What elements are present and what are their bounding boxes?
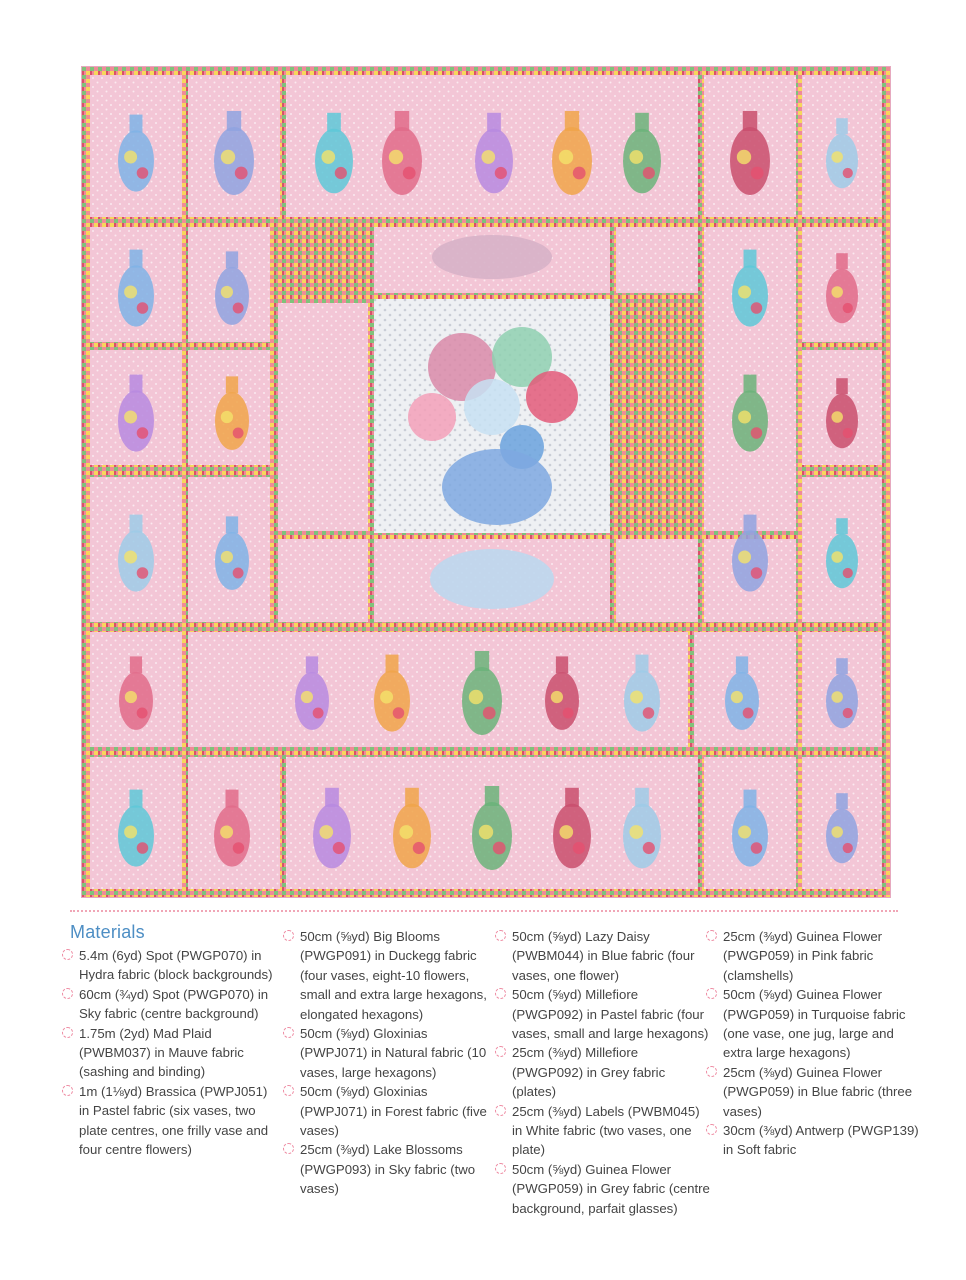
material-item [706,1063,921,1121]
material-text: 1.75m (2yd) Mad Plaid (PWBM037) in Mauve fabric (sashing and binding) [79,1025,244,1080]
vase-neck [327,113,341,132]
flower-motif [137,302,149,314]
vase-shape [732,390,768,451]
vase-neck [636,655,649,673]
flower-motif [630,691,643,704]
vase-neck [565,788,579,807]
vase-shape [545,672,579,730]
plate [430,549,554,609]
flower-motif [831,151,843,163]
flower-motif [831,691,843,703]
material-text: 50cm (⅝yd) Gloxinias (PWPJ071) in Forest fabric (five vases) [300,1084,487,1139]
flower-motif [124,151,137,164]
dashed-circle-bullet-icon [495,988,506,999]
material-text: 30cm (⅜yd) Antwerp (PWGP139) in Soft fabric [723,1123,919,1158]
vase-shape [732,265,768,326]
vase-neck [405,788,419,807]
vase-shape [826,534,858,588]
quilt-photo [82,67,890,897]
materials-column-3 [495,927,710,1218]
flower-motif [469,690,483,704]
quilt-block [188,632,688,747]
flower-motif [221,551,233,563]
flower-motif [389,150,403,164]
vase-neck [226,516,238,533]
dashed-circle-bullet-icon [706,988,717,999]
flower-motif [235,167,248,180]
vase-neck [130,790,143,808]
flower-motif [479,825,493,839]
flower-motif [495,167,507,179]
flower-motif [559,150,573,164]
vase-neck [226,790,239,808]
vase-shape [214,805,250,866]
vase-shape [623,129,661,194]
flower-motif [483,707,496,720]
vase-neck [556,656,568,673]
flower-motif [737,150,751,164]
vase-neck [130,375,143,393]
material-item [283,1024,498,1082]
flower-motif [399,825,413,839]
flower-motif [124,286,137,299]
flower-motif [643,167,655,179]
flower-motif [629,150,643,164]
material-item [706,1121,921,1160]
vase-shape [552,127,592,195]
material-text: 50cm (⅝yd) Lazy Daisy (PWBM044) in Blue fabric (four vases, one flower) [512,929,695,983]
quilt-block [616,539,698,622]
flower-motif [393,707,405,719]
quilt-block [616,227,698,293]
flower-motif [551,691,563,703]
flower-motif [751,427,763,439]
flower-motif [843,303,853,313]
flower-motif [738,826,751,839]
flower-motif [573,842,585,854]
flower-motif [403,167,416,180]
vase-shape [475,129,513,194]
flower-motif [493,842,506,855]
dashed-circle-bullet-icon [62,1085,73,1096]
plate [432,235,552,279]
flower-motif [831,551,843,563]
material-item [706,985,921,1063]
flower-motif [743,708,754,719]
vase-neck [836,118,848,134]
flower-motif [731,691,743,703]
vase-shape [295,672,329,730]
dashed-circle-bullet-icon [283,930,294,941]
flower-motif [333,842,345,854]
dashed-circle-bullet-icon [62,1027,73,1038]
centre-vase [442,449,552,525]
vase-neck [386,655,399,673]
flower-motif [843,568,853,578]
vase-shape [118,265,154,326]
materials-column-4 [706,927,921,1160]
vase-neck [130,656,142,673]
material-text: 50cm (⅝yd) Gloxinias (PWPJ071) in Natural fabric (10 vases, large hexagons) [300,1026,487,1080]
flower-motif [321,150,335,164]
centre-flower [408,393,456,441]
material-text: 50cm (⅝yd) Guinea Flower (PWGP059) in Grey fabric (centre background, parfait glasses) [512,1161,710,1216]
dashed-circle-bullet-icon [706,1066,717,1077]
material-item [495,985,710,1043]
material-text: 50cm (⅝yd) Millefiore (PWGP092) in Pastel fabric (four vases, small and large hexagons) [512,987,709,1042]
quilt-block [278,303,368,531]
vase-neck [475,651,489,671]
vase-shape [374,670,410,731]
vase-neck [736,656,748,673]
material-item [283,1140,498,1198]
vase-neck [325,788,339,807]
flower-motif [481,150,495,164]
material-text: 60cm (¾yd) Spot (PWGP070) in Sky fabric (centre background) [79,986,269,1022]
material-item [62,946,277,985]
flower-motif [124,411,137,424]
material-text: 25cm (⅜yd) Guinea Flower (PWGP059) in Pink fabric (clamshells) [723,929,883,983]
flower-motif [751,167,764,180]
dashed-circle-bullet-icon [62,988,73,999]
vase-neck [130,250,143,268]
vase-neck [744,375,757,393]
dashed-circle-bullet-icon [283,1085,294,1096]
vase-shape [215,267,249,325]
flower-motif [643,842,655,854]
materials-column-2 [283,927,498,1199]
vase-neck [487,113,501,132]
vase-neck [635,788,649,807]
vase-shape [826,809,858,863]
flower-motif [559,825,573,839]
vase-neck [744,515,757,533]
vase-shape [118,805,154,866]
flower-motif [563,708,574,719]
material-text: 25cm (⅜yd) Lake Blossoms (PWGP093) in Sky fabric (two vases) [300,1142,476,1197]
flower-motif [738,411,751,424]
flower-motif [319,825,333,839]
vase-neck [743,111,757,131]
flower-motif [751,567,763,579]
flower-motif [751,842,763,854]
flower-motif [220,826,233,839]
flower-motif [233,428,244,439]
vase-neck [635,113,649,132]
flower-motif [380,691,393,704]
vase-neck [306,656,318,673]
material-item [706,927,921,985]
flower-motif [831,286,843,298]
vase-neck [744,250,757,268]
dashed-circle-bullet-icon [283,1143,294,1154]
dashed-circle-bullet-icon [495,1105,506,1116]
material-item [62,1082,277,1160]
flower-motif [221,286,233,298]
vase-shape [382,127,422,195]
flower-motif [233,303,244,314]
flower-motif [643,707,655,719]
vase-shape [624,670,660,731]
flower-motif [843,168,853,178]
material-item [495,1043,710,1101]
flower-motif [125,691,137,703]
vase-shape [215,392,249,450]
vase-shape [313,804,351,869]
material-item [283,1082,498,1140]
material-text: 1m (1⅛yd) Brassica (PWPJ051) in Pastel fabric (six vases, two plate centres, one frilly vase and four centre flowers) [79,1083,269,1158]
flower-motif [831,826,843,838]
flower-motif [233,842,245,854]
vase-shape [826,134,858,188]
flower-motif [124,551,137,564]
vase-neck [836,658,848,674]
materials-column-1 [62,946,277,1159]
material-text: 25cm (⅜yd) Guinea Flower (PWGP059) in Blue fabric (three vases) [723,1064,913,1119]
material-text: 25cm (⅜yd) Millefiore (PWGP092) in Grey fabric (plates) [512,1045,666,1100]
material-item [495,1102,710,1160]
dashed-circle-bullet-icon [62,949,73,960]
material-text: 50cm (⅝yd) Big Blooms (PWGP091) in Duckegg fabric (four vases, eight-10 flowers, small and extra large hexagons, elongated hexagons) [300,929,487,1022]
vase-neck [485,786,499,806]
flower-motif [124,826,137,839]
vase-neck [130,115,143,133]
dashed-circle-bullet-icon [495,1163,506,1174]
flower-motif [843,843,853,853]
vase-shape [118,130,154,191]
material-item [62,985,277,1024]
vase-shape [472,802,512,870]
quilt-block [278,539,368,622]
dashed-circle-bullet-icon [495,1046,506,1057]
material-text: 25cm (⅜yd) Labels (PWBM045) in White fabric (two vases, one plate) [512,1103,700,1158]
vase-neck [226,251,238,268]
section-divider [70,910,898,912]
vase-shape [623,804,661,869]
dashed-circle-bullet-icon [706,1124,717,1135]
centre-flower [464,379,520,435]
quilt-illustration [82,67,890,897]
flower-motif [738,286,751,299]
vase-shape [214,127,254,195]
flower-motif [843,428,853,438]
vase-shape [553,804,591,869]
material-item [495,1160,710,1218]
vase-shape [315,129,353,194]
flower-motif [313,708,324,719]
vase-neck [836,518,848,534]
vase-neck [226,376,238,393]
material-item [495,927,710,985]
flower-motif [137,567,149,579]
vase-neck [836,793,848,809]
vase-shape [730,127,770,195]
flower-motif [137,708,148,719]
vase-shape [826,269,858,323]
flower-motif [413,842,425,854]
flower-motif [221,150,235,164]
flower-motif [629,825,643,839]
material-item [283,927,498,1024]
flower-motif [221,411,233,423]
vase-shape [732,530,768,591]
dashed-circle-bullet-icon [283,1027,294,1038]
vase-shape [393,804,431,869]
vase-shape [118,530,154,591]
centre-flower [526,371,578,423]
dashed-circle-bullet-icon [706,930,717,941]
vase-neck [130,515,143,533]
flower-motif [738,551,751,564]
flower-motif [233,568,244,579]
vase-shape [826,674,858,728]
material-text: 50cm (⅝yd) Guinea Flower (PWGP059) in Turquoise fabric (one vase, one jug, large and extra large hexagons) [723,987,906,1061]
dashed-circle-bullet-icon [495,930,506,941]
flower-motif [301,691,313,703]
flower-motif [335,167,347,179]
flower-motif [751,302,763,314]
flower-motif [573,167,586,180]
vase-shape [118,390,154,451]
vase-shape [462,667,502,735]
flower-motif [137,427,149,439]
material-text: 5.4m (6yd) Spot (PWGP070) in Hydra fabric (block backgrounds) [79,948,273,983]
vase-neck [836,253,848,269]
vase-shape [826,394,858,448]
vase-shape [119,672,153,730]
vase-neck [744,790,757,808]
flower-motif [831,411,843,423]
flower-motif [137,842,149,854]
flower-motif [843,708,853,718]
vase-neck [836,378,848,394]
material-item [62,1024,277,1082]
vase-neck [395,111,409,131]
materials-heading: Materials [70,922,145,942]
vase-shape [732,805,768,866]
flower-motif [137,167,149,179]
vase-shape [725,672,759,730]
vase-neck [565,111,579,131]
vase-neck [227,111,241,131]
vase-shape [215,532,249,590]
